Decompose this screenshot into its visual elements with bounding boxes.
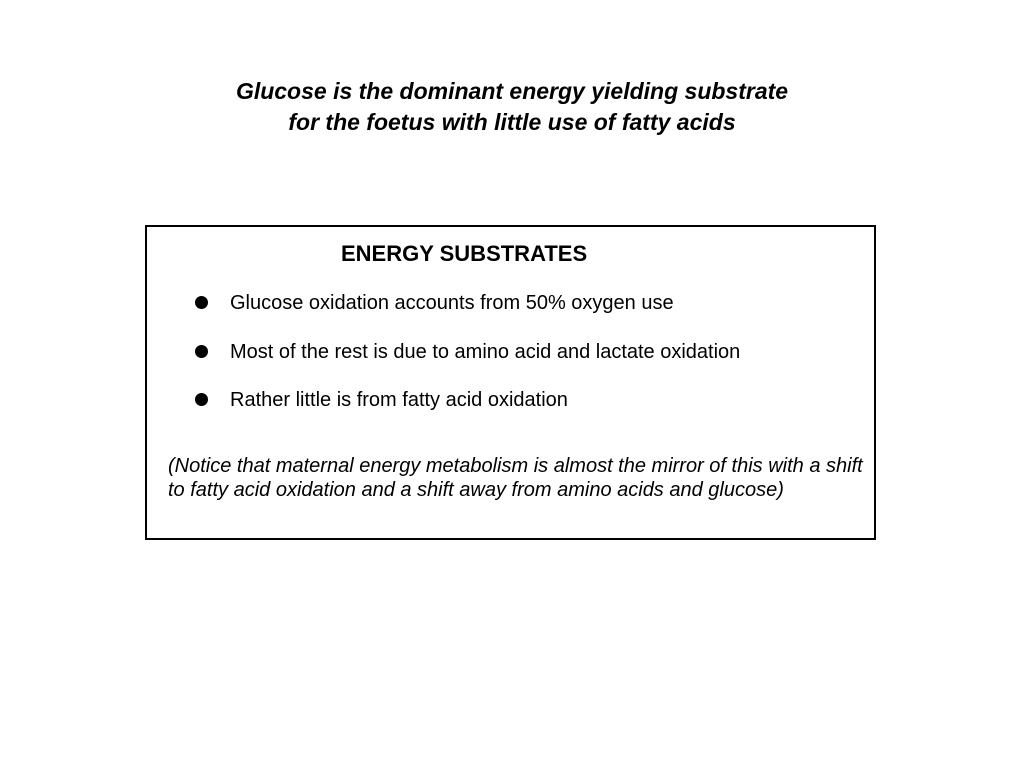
bullet-dot-icon — [195, 393, 208, 406]
slide-title-line-1: Glucose is the dominant energy yielding substrate — [235, 78, 789, 104]
maternal-metabolism-note: (Notice that maternal energy metabolism is almost the mirror of this with a shift to fatty acid oxidation and a shift away from amino acids and glucose) — [168, 455, 863, 501]
list-item — [195, 290, 835, 316]
bullet-text: Rather little is from fatty acid oxidation — [230, 389, 568, 411]
list-item — [195, 339, 835, 365]
bullet-text: Glucose oxidation accounts from 50% oxygen use — [230, 292, 674, 314]
energy-substrates-box — [145, 225, 876, 540]
slide-title-line-2: for the foetus with little use of fatty acids — [288, 109, 736, 135]
bullet-text: Most of the rest is due to amino acid and lactate oxidation — [230, 341, 741, 363]
bullet-dot-icon — [195, 296, 208, 309]
list-item — [195, 387, 835, 413]
slide-title — [0, 76, 1024, 138]
box-heading: ENERGY SUBSTRATES — [341, 241, 588, 266]
bullet-dot-icon — [195, 345, 208, 358]
